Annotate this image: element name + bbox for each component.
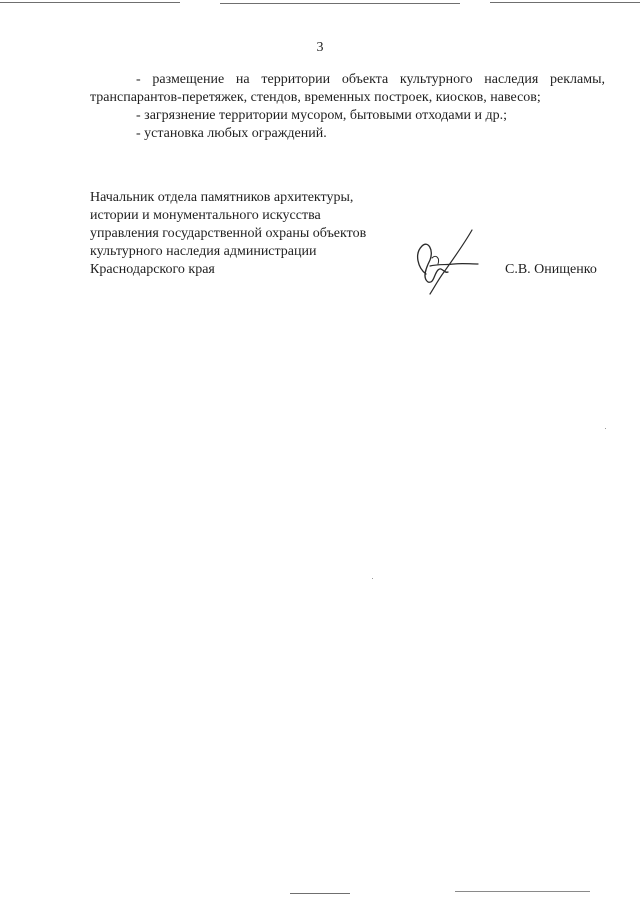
- scan-bottom-border-1: [290, 893, 350, 894]
- document-body: [90, 71, 605, 143]
- paragraph-advertising: - размещение на территории объекта культурного наследия рекламы,: [136, 72, 605, 87]
- paragraph-fencing: - установка любых ограждений.: [136, 126, 327, 141]
- paragraph-littering: - загрязнение территории мусором, бытовыми отходами и др.;: [136, 108, 507, 123]
- handwritten-signature: [408, 228, 488, 298]
- signatory-title-line: управления государственной охраны объектов: [90, 226, 367, 241]
- signatory-title-line: истории и монументального искусства: [90, 208, 321, 223]
- scan-speck: [605, 428, 606, 429]
- signatory-title-line: Краснодарского края: [90, 262, 215, 277]
- signer-name: С.В. Онищенко: [505, 262, 597, 277]
- signatory-title-line: культурного наследия администрации: [90, 244, 317, 259]
- scan-bottom-border-2: [455, 891, 590, 892]
- signatory-title-block: [90, 189, 390, 279]
- scan-top-border-3: [490, 2, 640, 3]
- scan-top-border-1: [0, 2, 180, 3]
- signatory-title-line: Начальник отдела памятников архитектуры,: [90, 190, 354, 205]
- scan-top-border-2: [220, 3, 460, 4]
- paragraph-advertising-continued: транспарантов-перетяжек, стендов, временных построек, киосков, навесов;: [90, 90, 541, 105]
- page-number: 3: [316, 40, 324, 55]
- scan-speck: [372, 578, 373, 579]
